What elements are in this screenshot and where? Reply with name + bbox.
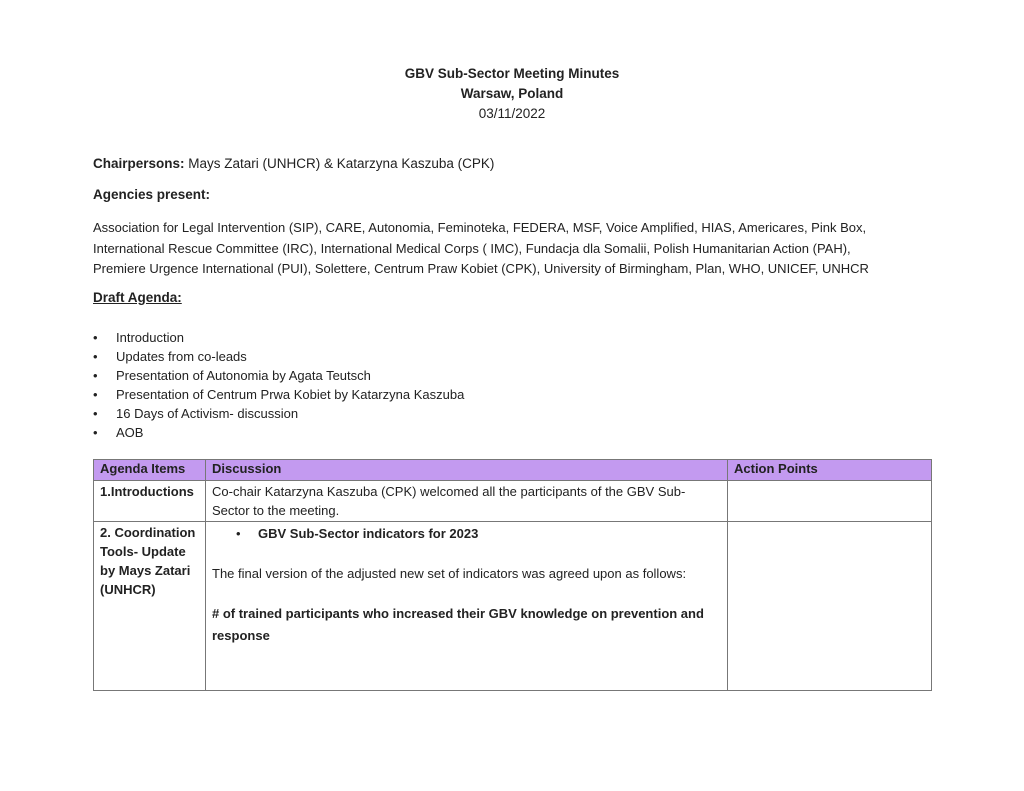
- agencies-line-1: Association for Legal Intervention (SIP), CARE, Autonomia, Feminoteka, FEDERA, MSF, Voice Amplified, HIAS, Americares, Pink Box,: [93, 220, 867, 235]
- header-discussion: Discussion: [206, 460, 728, 481]
- action-points-cell: [728, 481, 932, 522]
- table-row: [94, 522, 932, 691]
- agenda-table: [93, 459, 932, 691]
- agencies-line-3: Premiere Urgence International (PUI), Solettere, Centrum Praw Kobiet (CPK), University of Birmingham, Plan, WHO, UNICEF, UNHCR: [93, 261, 869, 276]
- discussion-cell: Co-chair Katarzyna Kaszuba (CPK) welcomed all the participants of the GBV Sub-Sector to the meeting.: [206, 481, 728, 522]
- agenda-list-item: • Introduction: [93, 328, 464, 347]
- document-date: 03/11/2022: [478, 106, 546, 121]
- action-points-cell: [728, 522, 932, 691]
- table-header-row: [94, 460, 932, 481]
- indicator-text: # of trained participants who increased their GBV knowledge on prevention and response: [212, 606, 704, 643]
- indicators-paragraph: The final version of the adjusted new set of indicators was agreed upon as follows:: [212, 566, 687, 581]
- discussion-cell: [206, 522, 728, 691]
- agencies-list: [93, 218, 933, 280]
- agencies-heading: Agencies present:: [93, 187, 211, 202]
- chairpersons-line: [93, 156, 933, 171]
- table-row: [94, 481, 932, 522]
- agenda-list-item: • Presentation of Centrum Prwa Kobiet by Katarzyna Kaszuba: [93, 385, 464, 404]
- document-location: Warsaw, Poland: [460, 86, 564, 101]
- header-agenda-items: Agenda Items: [94, 460, 206, 481]
- agenda-list-item: • Presentation of Autonomia by Agata Teutsch: [93, 366, 464, 385]
- draft-agenda-list: [93, 328, 464, 442]
- chairpersons-value: Mays Zatari (UNHCR) & Katarzyna Kaszuba (CPK): [184, 156, 495, 171]
- chairpersons-label: Chairpersons:: [93, 156, 185, 171]
- document-header: [0, 64, 1024, 124]
- agenda-item-cell: 1.Introductions: [94, 481, 206, 522]
- indicators-bullet: • GBV Sub-Sector indicators for 2023: [212, 524, 721, 543]
- agenda-list-item: • Updates from co-leads: [93, 347, 464, 366]
- agenda-list-item: • 16 Days of Activism- discussion: [93, 404, 464, 423]
- agenda-list-item: • AOB: [93, 423, 464, 442]
- agenda-item-cell: 2. Coordination Tools- Update by Mays Zatari (UNHCR): [94, 522, 206, 691]
- draft-agenda-heading: Draft Agenda:: [93, 290, 182, 305]
- header-action-points: Action Points: [728, 460, 932, 481]
- document-title: GBV Sub-Sector Meeting Minutes: [404, 66, 620, 81]
- agencies-line-2: International Rescue Committee (IRC), International Medical Corps ( IMC), Fundacja dla Somalii, Polish Humanitarian Action (PAH),: [93, 240, 851, 256]
